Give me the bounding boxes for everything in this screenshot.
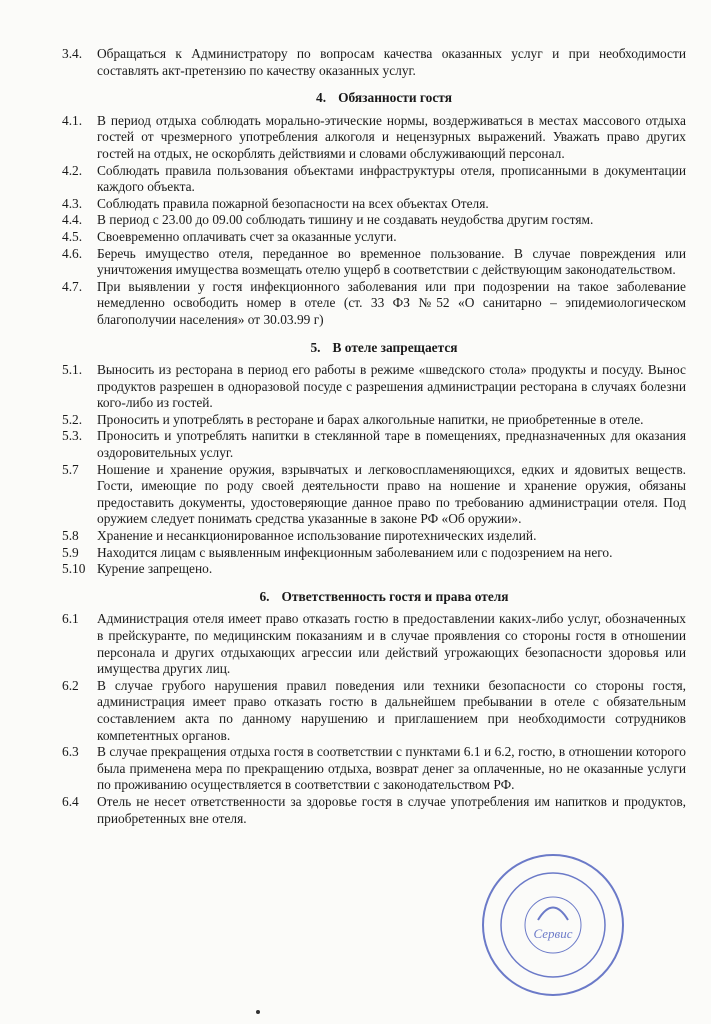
item-text: В случае прекращения отдыха гостя в соответствии с пунктами 6.1 и 6.2, гостю, в отношении которого была применена мера по прекращению отдыха, возврат денег за оплаченные, но не оказанные услуги по проживанию осуществляется в соответствии с законодательством РФ.	[97, 744, 686, 793]
item-text: Соблюдать правила пользования объектами инфраструктуры отеля, прописанными в документации каждого объекта.	[97, 162, 686, 195]
item-text: Ношение и хранение оружия, взрывчатых и легковоспламеняющихся, едких и ядовитых веществ. Гости, имеющие по роду своей деятельности право на ношение и хранение оружия, обязаны предоставить документы, удостоверяющие данное право по требованию администрации отеля. Под оружием следует понимать средства указанные в законе РФ «Об оружии».	[97, 461, 686, 527]
section-number: 5.	[310, 339, 321, 355]
item-text: Хранение и несанкционированное использование пиротехнических изделий.	[97, 528, 537, 544]
list-item	[62, 412, 686, 429]
item-number: 6.2	[62, 677, 79, 693]
item-text: Курение запрещено.	[97, 561, 213, 577]
item-number: 5.9	[62, 544, 79, 560]
list-item	[62, 794, 686, 827]
section-title: Ответственность гостя и права отеля	[281, 588, 509, 604]
list-item	[62, 744, 686, 794]
item-text: В случае грубого нарушения правил поведения или техники безопасности со стороны гостя, администрация имеет право отказать гостю в дальнейшем пребывании в отеле с обязательным составлением акта по данному нарушению и приглашением при необходимости сотрудников компетентных органов.	[97, 677, 686, 743]
list-item	[62, 279, 686, 329]
item-number: 4.3.	[62, 195, 83, 211]
section-heading	[62, 340, 686, 357]
list-item	[62, 113, 686, 163]
item-text: Администрация отеля имеет право отказать гостю в предоставлении каких-либо услуг, обозначенных в прейскуранте, по медицинским показаниям и в случае проявления со стороны гостя в отношении персонала и других отдыхающих агрессии или действий угрожающих безопасности здоровья или имущества других лиц.	[97, 611, 686, 677]
section-heading	[62, 90, 686, 107]
item-number: 4.7.	[62, 278, 83, 294]
item-number: 4.1.	[62, 112, 83, 128]
list-item	[62, 246, 686, 279]
item-text: При выявлении у гостя инфекционного заболевания или при подозрении на такое заболевание немедленно освободить номер в отеле (ст. 33 ФЗ №52 «О санитарно – эпидемиологическом благополучии населения» от 30.03.99 г)	[97, 278, 686, 327]
list-item	[62, 545, 686, 562]
item-number: 3.4.	[62, 46, 83, 61]
list-item	[62, 196, 686, 213]
item-number: 5.7	[62, 461, 79, 477]
item-number: 4.2.	[62, 162, 83, 178]
list-item	[62, 462, 686, 528]
list-item	[62, 46, 686, 79]
sections-container	[62, 90, 686, 827]
list-item	[62, 212, 686, 229]
item-text: Соблюдать правила пожарной безопасности на всех объектах Отеля.	[97, 195, 489, 211]
item-number: 5.3.	[62, 428, 83, 444]
item-text: В период с 23.00 до 09.00 соблюдать тишину и не создавать неудобства другим гостям.	[97, 212, 594, 228]
item-text: Находится лицам с выявленным инфекционным заболеванием или с подозрением на него.	[97, 544, 613, 560]
list-item	[62, 528, 686, 545]
item-text: Отель не несет ответственности за здоровье гостя в случае употребления им напитков и продуктов, приобретенных вне отеля.	[97, 793, 686, 826]
item-number: 5.1.	[62, 362, 83, 378]
item-number: 5.10	[62, 561, 86, 577]
item-text: Беречь имущество отеля, переданное во временное пользование. В случае повреждения или уничтожения имущества возмещать отелю ущерб в соответствии с действующим законодательством.	[97, 245, 686, 278]
list-item	[62, 229, 686, 246]
item-number: 6.3	[62, 744, 79, 760]
item-number: 6.4	[62, 793, 79, 809]
list-item	[62, 561, 686, 578]
section-number: 6.	[259, 588, 270, 604]
section-number: 4.	[316, 90, 327, 106]
section-heading	[62, 589, 686, 606]
item-number: 4.4.	[62, 212, 83, 228]
item-number: 5.2.	[62, 411, 83, 427]
list-item	[62, 428, 686, 461]
section-title: В отеле запрещается	[332, 339, 458, 355]
item-text: Своевременно оплачивать счет за оказанные услуги.	[97, 228, 397, 244]
item-number: 4.6.	[62, 245, 83, 261]
item-text: Обращаться к Администратору по вопросам качества оказанных услуг и при необходимости составлять акт-претензию по качеству оказанных услуг.	[97, 46, 686, 78]
item-text: В период отдыха соблюдать морально-этические нормы, воздерживаться в местах массового отдыха гостей от чрезмерного употребления алкоголя и нецензурных выражений. Уважать право других гостей на отдых, не оскорблять действиями и словами обслуживающий персонал.	[97, 112, 686, 161]
item-number: 6.1	[62, 611, 79, 627]
list-item	[62, 678, 686, 744]
svg-text:Сервис: Сервис	[533, 926, 573, 941]
list-item	[62, 163, 686, 196]
company-stamp	[478, 850, 628, 1000]
document-body	[62, 46, 686, 827]
item-text: Проносить и употреблять напитки в стеклянной таре в помещениях, предназначенных для оказания оздоровительных услуг.	[97, 428, 686, 461]
list-item	[62, 362, 686, 412]
item-text: Проносить и употреблять в ресторане и барах алкогольные напитки, не приобретенные в отеле.	[97, 411, 644, 427]
list-item	[62, 611, 686, 677]
scan-mark	[256, 1010, 260, 1014]
section-title: Обязанности гостя	[338, 90, 452, 106]
item-number: 4.5.	[62, 228, 83, 244]
item-text: Выносить из ресторана в период его работы в режиме «шведского стола» продукты и посуду. Вынос продуктов разрешен в одноразовой посуде с разрешения администрации ресторана в случаях болезни кого-либо из гостей.	[97, 362, 686, 411]
item-number: 5.8	[62, 528, 79, 544]
